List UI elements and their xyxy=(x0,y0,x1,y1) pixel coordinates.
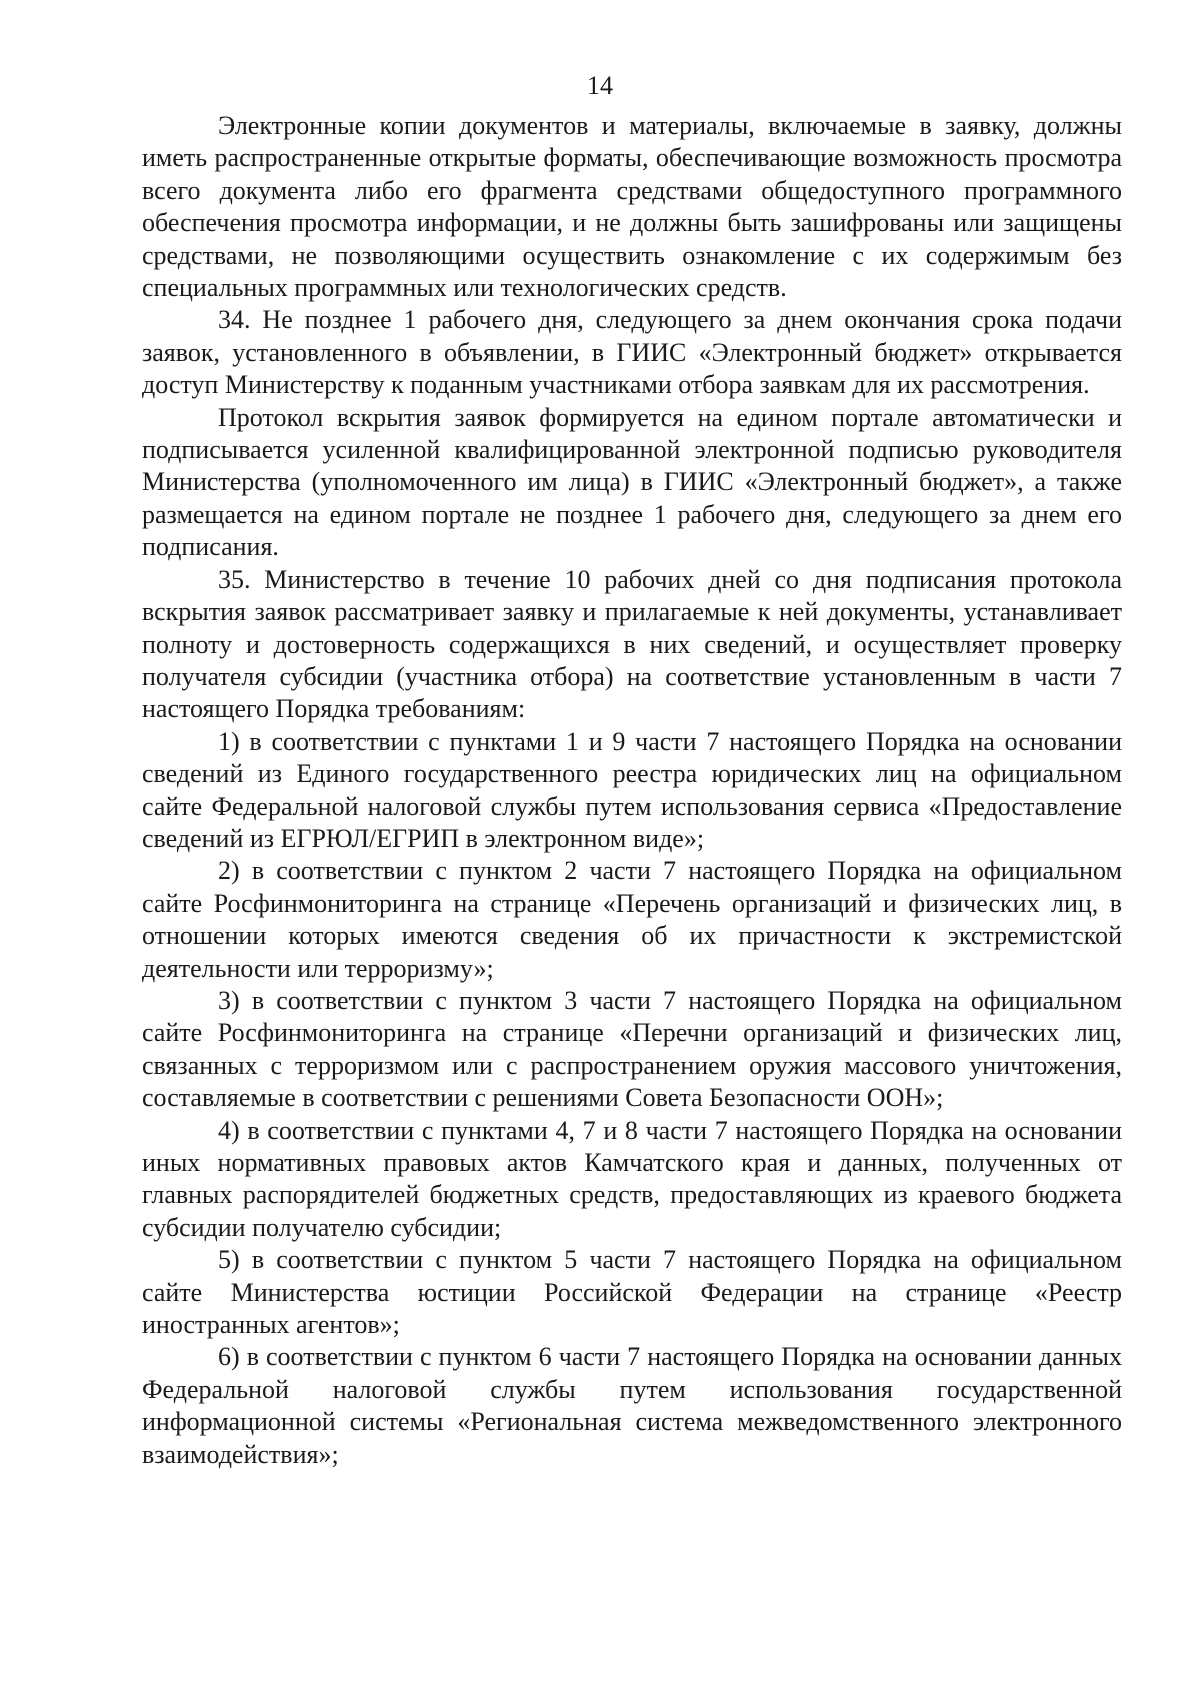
document-body xyxy=(142,110,1122,1471)
paragraph-item-34: 34. Не позднее 1 рабочего дня, следующего за днем окончания срока подачи заявок, установленного в объявлении, в ГИИС «Электронный бюджет» открывается доступ Министерству к поданным участниками отбора заявкам для их рассмотрения. xyxy=(142,305,1122,400)
list-item-4: 4) в соответствии с пунктами 4, 7 и 8 части 7 настоящего Порядка на основании иных нормативных правовых актов Камчатского края и данных, полученных от главных распорядителей бюджетных средств, предоставляющих из краевого бюджета субсидии получателю субсидии; xyxy=(142,1115,1122,1242)
paragraph-electronic-copies: Электронные копии документов и материалы, включаемые в заявку, должны иметь распространенные открытые форматы, обеспечивающие возможность просмотра всего документа либо его фрагмента средствами общедоступного программного обеспечения просмотра информации, и не должны быть зашифрованы или защищены средствами, не позволяющими осуществить ознакомление с их содержимым без специальных программных или технологических средств. xyxy=(142,111,1122,303)
paragraph-opening-protocol: Протокол вскрытия заявок формируется на едином портале автоматически и подписывается усиленной квалифицированной электронной подписью руководителя Министерства (уполномоченного им лица) в ГИИС «Электронный бюджет», а также размещается на едином портале не позднее 1 рабочего дня, следующего за днем его подписания. xyxy=(142,402,1122,562)
list-item-3: 3) в соответствии с пунктом 3 части 7 настоящего Порядка на официальном сайте Росфинмониторинга на странице «Перечни организаций и физических лиц, связанных с терроризмом или с распространением оружия массового уничтожения, составляемые в соответствии с решениями Совета Безопасности ООН»; xyxy=(142,985,1122,1113)
page-number: 14 xyxy=(587,71,613,100)
paragraph-item-35: 35. Министерство в течение 10 рабочих дней со дня подписания протокола вскрытия заявок рассматривает заявку и прилагаемые к ней документы, устанавливает полноту и достоверность содержащихся в них сведений, и осуществляет проверку получателя субсидии (участника отбора) на соответствие установленным в части 7 настоящего Порядка требованиям: xyxy=(142,564,1122,724)
list-item-5: 5) в соответствии с пунктом 5 части 7 настоящего Порядка на официальном сайте Министерства юстиции Российской Федерации на странице «Реестр иностранных агентов»; xyxy=(142,1245,1122,1340)
list-item-2: 2) в соответствии с пунктом 2 части 7 настоящего Порядка на официальном сайте Росфинмониторинга на странице «Перечень организаций и физических лиц, в отношении которых имеются сведения об их причастности к экстремистской деятельности или терроризму»; xyxy=(142,856,1122,983)
list-item-6: 6) в соответствии с пунктом 6 части 7 настоящего Порядка на основании данных Федеральной налоговой службы путем использования государственной информационной системы «Региональная система межведомственного электронного взаимодействия»; xyxy=(142,1342,1122,1469)
list-item-1: 1) в соответствии с пунктами 1 и 9 части 7 настоящего Порядка на основании сведений из Единого государственного реестра юридических лиц на официальном сайте Федеральной налоговой службы путем использования сервиса «Предоставление сведений из ЕГРЮЛ/ЕГРИП в электронном виде»; xyxy=(142,726,1122,853)
